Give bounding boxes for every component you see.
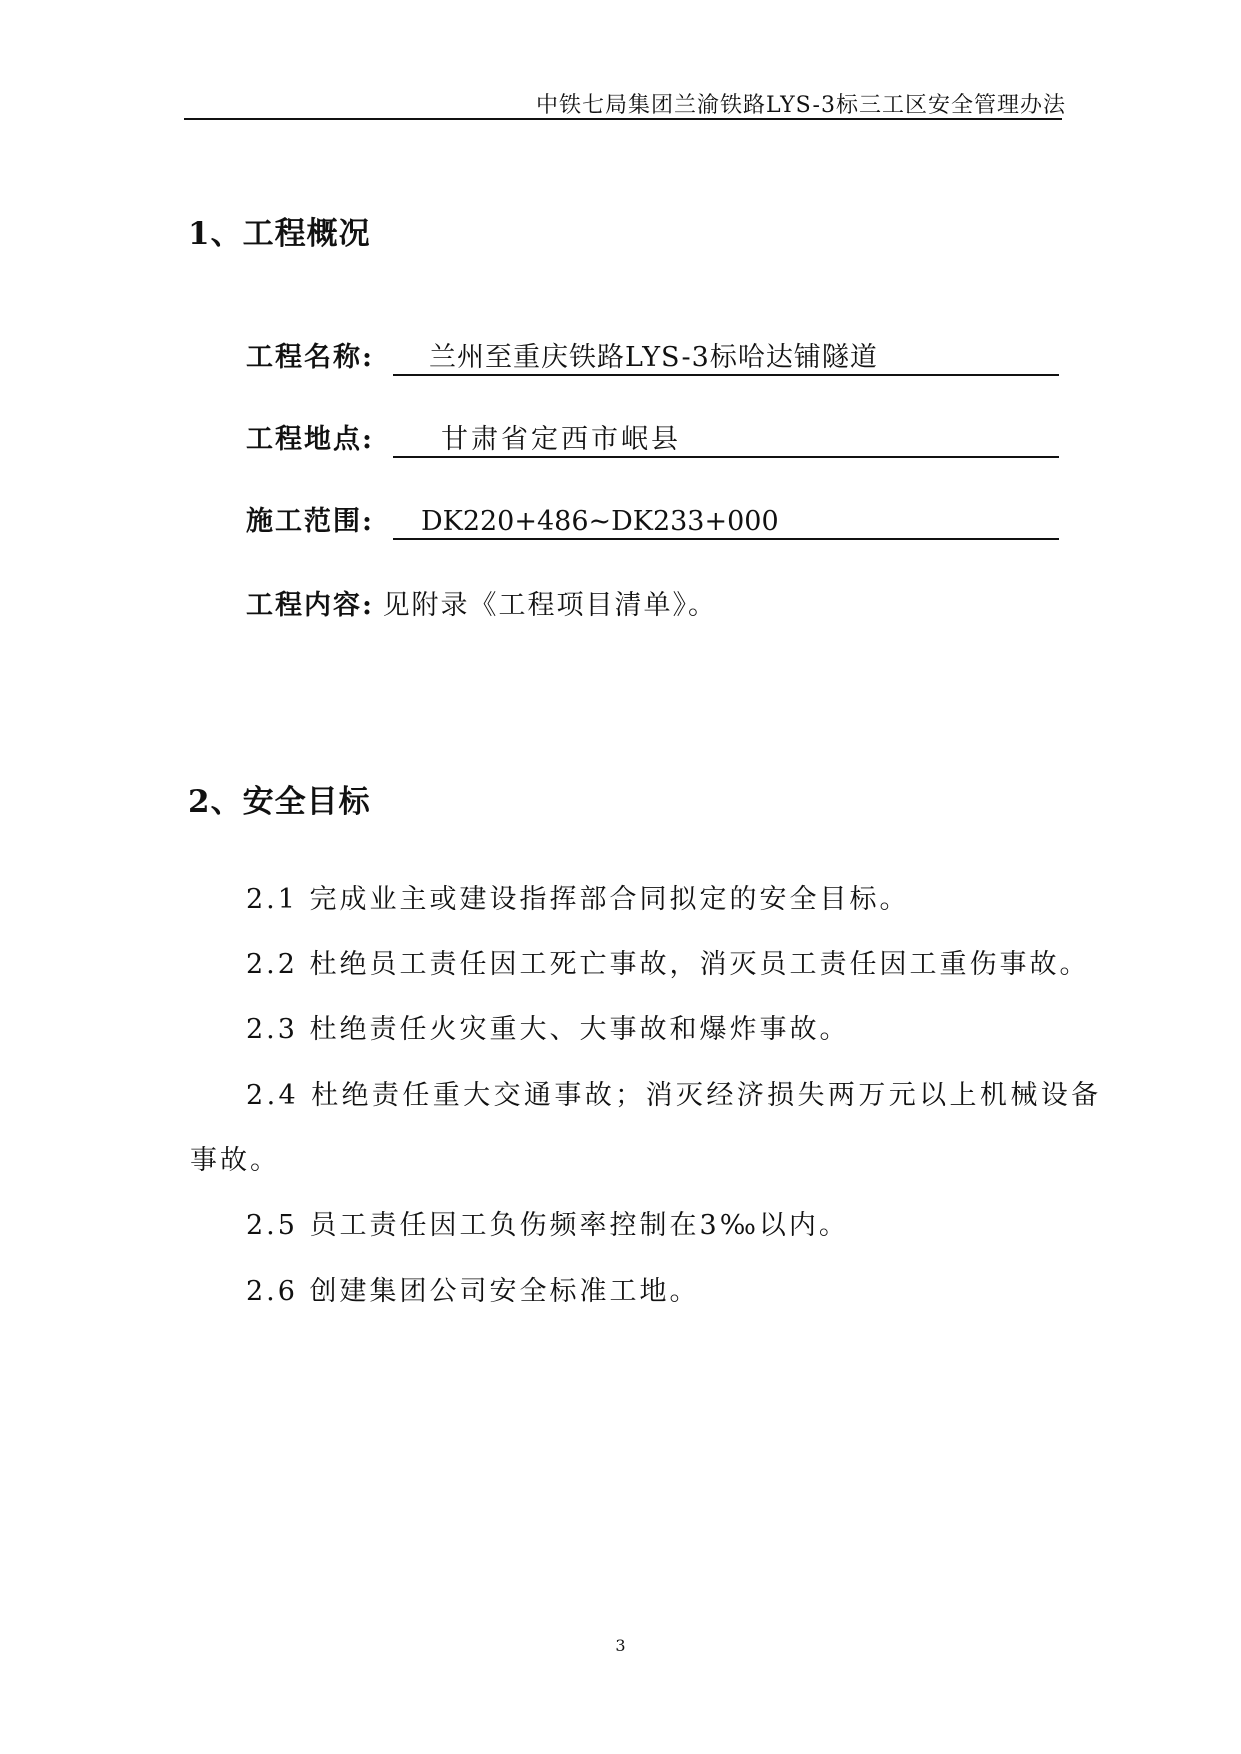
running-header: 中铁七局集团兰渝铁路LYS-3标三工区安全管理办法 — [535, 93, 1066, 118]
goal-item: 2.4 杜绝责任重大交通事故；消灭经济损失两万元以上机械设备 — [246, 1080, 1102, 1111]
field-label: 工程名称: — [246, 342, 374, 373]
field-value-construction-scope: DK220+486~DK233+000 — [393, 504, 1059, 540]
goal-item: 2.1 完成业主或建设指挥部合同拟定的安全目标。 — [246, 884, 910, 915]
field-label: 工程地点: — [246, 424, 374, 455]
header-divider — [184, 118, 1062, 120]
field-value-project-location: 甘肃省定西市岷县 — [393, 422, 1059, 458]
field-label: 工程内容: — [246, 590, 374, 621]
goal-item: 2.6 创建集团公司安全标准工地。 — [246, 1276, 700, 1307]
field-value-project-name: 兰州至重庆铁路LYS-3标哈达铺隧道 — [393, 340, 1059, 376]
goal-item-continuation: 事故。 — [190, 1145, 280, 1176]
goal-item: 2.3 杜绝责任火灾重大、大事故和爆炸事故。 — [246, 1014, 850, 1045]
field-project-location — [246, 422, 374, 458]
goal-item: 2.2 杜绝员工责任因工死亡事故，消灭员工责任因工重伤事故。 — [246, 949, 1090, 980]
section-title-safety-goals: 2、安全目标 — [188, 784, 371, 820]
field-project-content — [246, 588, 717, 624]
field-construction-scope — [246, 504, 374, 540]
field-value-project-content: 见附录《工程项目清单》。 — [382, 590, 718, 621]
page-number: 3 — [615, 1636, 626, 1655]
goal-item: 2.5 员工责任因工负伤频率控制在3‰以内。 — [246, 1210, 849, 1241]
field-label: 施工范围: — [246, 506, 374, 537]
field-project-name — [246, 340, 374, 376]
section-title-project-overview: 1、工程概况 — [188, 216, 371, 252]
